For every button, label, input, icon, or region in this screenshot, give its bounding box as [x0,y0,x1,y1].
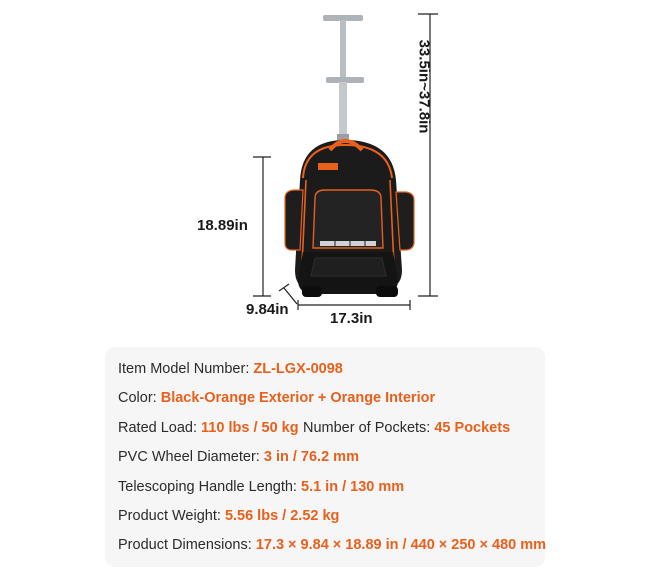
spec-value: 45 Pockets [434,420,511,436]
spec-value: 5.1 in / 130 mm [301,479,405,495]
bag-width-label: 17.3in [330,310,373,327]
spec-color [118,390,435,406]
spec-weight [118,508,339,524]
backpack-body [285,140,414,297]
brand-logo-icon [318,163,338,170]
spec-label: PVC Wheel Diameter: [118,449,264,465]
total-height-label: 33.5in~37.8in [415,39,433,134]
spec-wheel [118,449,359,465]
spec-value: 3 in / 76.2 mm [263,449,359,465]
spec-label: Rated Load: [118,420,202,436]
bag-depth-label: 9.84in [246,301,289,318]
telescoping-handle [323,15,364,146]
bag-height-label: 18.89in [197,217,248,234]
spec-value: 110 lbs / 50 kg [201,420,299,436]
spec-label: Number of Pockets: [303,420,435,436]
spec-pockets [303,420,510,436]
spec-handle [118,479,404,495]
spec-label: Product Dimensions: [118,537,256,553]
spec-label: Item Model Number: [118,361,254,377]
spec-product-dimensions [118,537,546,553]
spec-value: 5.56 lbs / 2.52 kg [224,508,340,524]
spec-label: Product Weight: [118,508,225,524]
spec-value: 17.3 × 9.84 × 18.89 in / 440 × 250 × 480 mm [255,537,547,553]
spec-model [118,361,343,377]
spec-value: ZL-LGX-0098 [253,361,343,377]
spec-label: Color: [118,390,161,406]
spec-rated-load [118,420,299,436]
spec-label: Telescoping Handle Length: [118,479,301,495]
spec-value: Black-Orange Exterior + Orange Interior [160,390,436,406]
